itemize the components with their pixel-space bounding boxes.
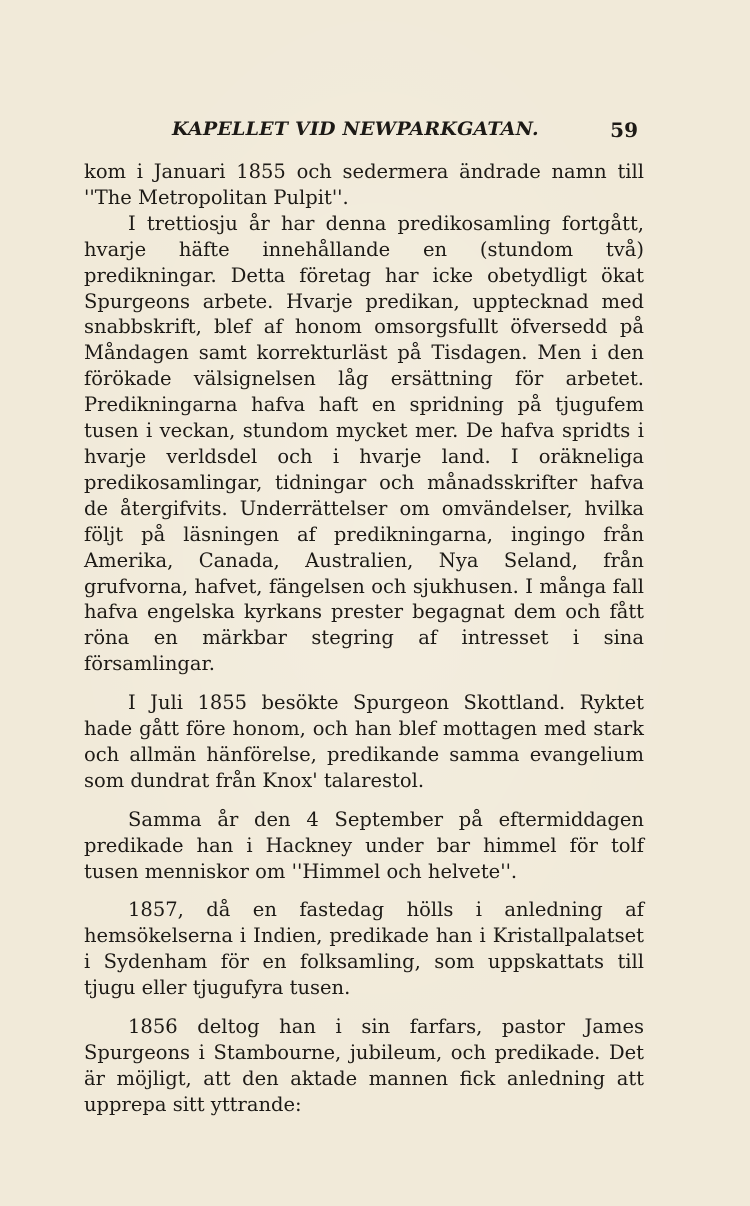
paragraph-6: 1856 deltog han i sin farfars, pastor James Spurgeons i Stambourne, jubileum, och predikade. Det är möjligt, att den aktade mannen fick anledning att upprepa sitt yttrande: [84,1015,644,1116]
paragraph-5: 1857, då en fastedag hölls i anledning af hemsökelserna i Indien, predikade han i Kristallpalatset i Sydenham för en folksamling, som uppskattats till tjugu eller tjugufyra tusen. [84,898,644,1000]
running-header [172,118,638,152]
paragraph-3: I Juli 1855 besökte Spurgeon Skottland. Ryktet hade gått före honom, och han blef mottagen med stark och allmän hänförelse, predikande samma evangelium som dundrat från Knox' talarestol. [84,691,644,792]
paragraph-gap [84,884,644,897]
paragraph-gap [84,794,644,807]
chapter-running-title: KAPELLET VID NEWPARKGATAN. [172,118,539,140]
page-number: 59 [610,118,638,142]
body-text [84,159,644,1118]
paragraph-1: kom i Januari 1855 och sedermera ändrade namn till ''The Metropolitan Pulpit''. [84,160,644,209]
paragraph-4: Samma år den 4 September på eftermiddagen predikade han i Hackney under bar himmel för tolf tusen menniskor om ''Himmel och helvete''. [84,807,644,883]
paragraph-gap [84,1001,644,1014]
paragraph-2: I trettiosju år har denna predikosamling fortgått, hvarje häfte innehållande en (stundom två) predikningar. Detta företag har icke obetydligt ökat Spurgeons arbete. Hvarje predikan, upptecknad med snabbskrift, blef af honom omsorgsfullt öfversedd på Måndagen samt korrekturläst på Tisdagen. Men i den förökade välsignelsen låg ersättning för arbetet. Predikningarna hafva haft en spridning på tjugufem tusen i veckan, stundom mycket mer. De hafva spridts i hvarje verldsdel och i hvarje land. I oräkneliga predikosamlingar, tidningar och månadsskrifter hafva de återgifvits. Underrättelser om omvändelser, hvilka följt på läsningen af predikningarna, ingingo från Amerika, Canada, Australien, Nya Seland, från grufvorna, hafvet, fängelsen och sjukhusen. I många fall hafva engelska kyrkans prester begagnat dem och fått röna en märkbar stegring af intresset i sina församlingar. [84,211,644,676]
paragraph-gap [84,677,644,690]
